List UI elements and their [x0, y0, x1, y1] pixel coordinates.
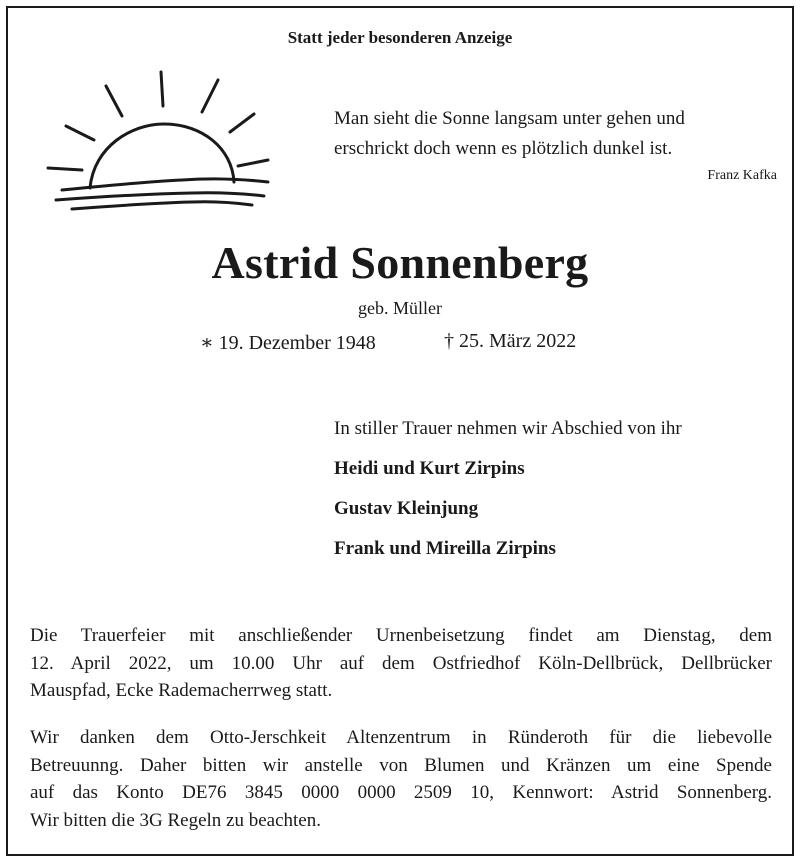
mourning-intro: In stiller Trauer nehmen wir Abschied von ihr [334, 418, 682, 439]
maiden-name: geb. Müller [358, 298, 442, 318]
birth-date: ∗ 19. Dezember 1948 [200, 332, 376, 354]
quote-author: Franz Kafka [707, 168, 777, 183]
setting-sun-icon [42, 66, 274, 218]
quote-line-2: erschrickt doch wenn es plötzlich dunkel ist. [334, 138, 673, 159]
sun-ray [48, 168, 82, 170]
thanks-notice-line: auf das Konto DE76 3845 0000 0000 2509 10, Kennwort: Astrid Sonnenberg. [30, 782, 772, 803]
funeral-notice-line: 12. April 2022, um 10.00 Uhr auf dem Ostfriedhof Köln-Dellbrück, Dellbrücker [30, 652, 772, 674]
sun-ray [161, 72, 163, 106]
sun-ray [66, 126, 94, 140]
sun-ray [230, 114, 254, 132]
mourner-name: Heidi und Kurt Zirpins [334, 458, 525, 479]
mourner-name: Frank und Mireilla Zirpins [334, 538, 556, 559]
funeral-notice-line: Mauspfad, Ecke Rademacherrweg statt. [30, 680, 333, 701]
death-date: † 25. März 2022 [444, 330, 577, 352]
thanks-notice-line: Wir bitten die 3G Regeln zu beachten. [30, 809, 321, 831]
horizon-line [72, 202, 252, 209]
funeral-notice-line: Die Trauerfeier mit anschließender Urnenbeisetzung findet am Dienstag, dem [30, 625, 772, 646]
thanks-notice-line: Wir danken dem Otto-Jerschkeit Altenzentrum in Ründeroth für die liebevolle [30, 727, 772, 748]
deceased-name: Astrid Sonnenberg [211, 237, 589, 288]
sun-ray [238, 160, 268, 166]
horizon-line [62, 179, 268, 190]
notice-header: Statt jeder besonderen Anzeige [287, 28, 513, 47]
sun-ray [202, 80, 218, 112]
thanks-notice-line: Betreuunng. Daher bitten wir anstelle von Blumen und Kränzen um eine Spende [30, 754, 772, 776]
funeral-notice [30, 622, 772, 705]
thanks-notice [30, 724, 772, 834]
mourner-name: Gustav Kleinjung [334, 498, 479, 519]
quote-line-1: Man sieht die Sonne langsam unter gehen und [334, 108, 685, 129]
horizon-line [56, 193, 264, 200]
sun-ray [106, 86, 122, 116]
